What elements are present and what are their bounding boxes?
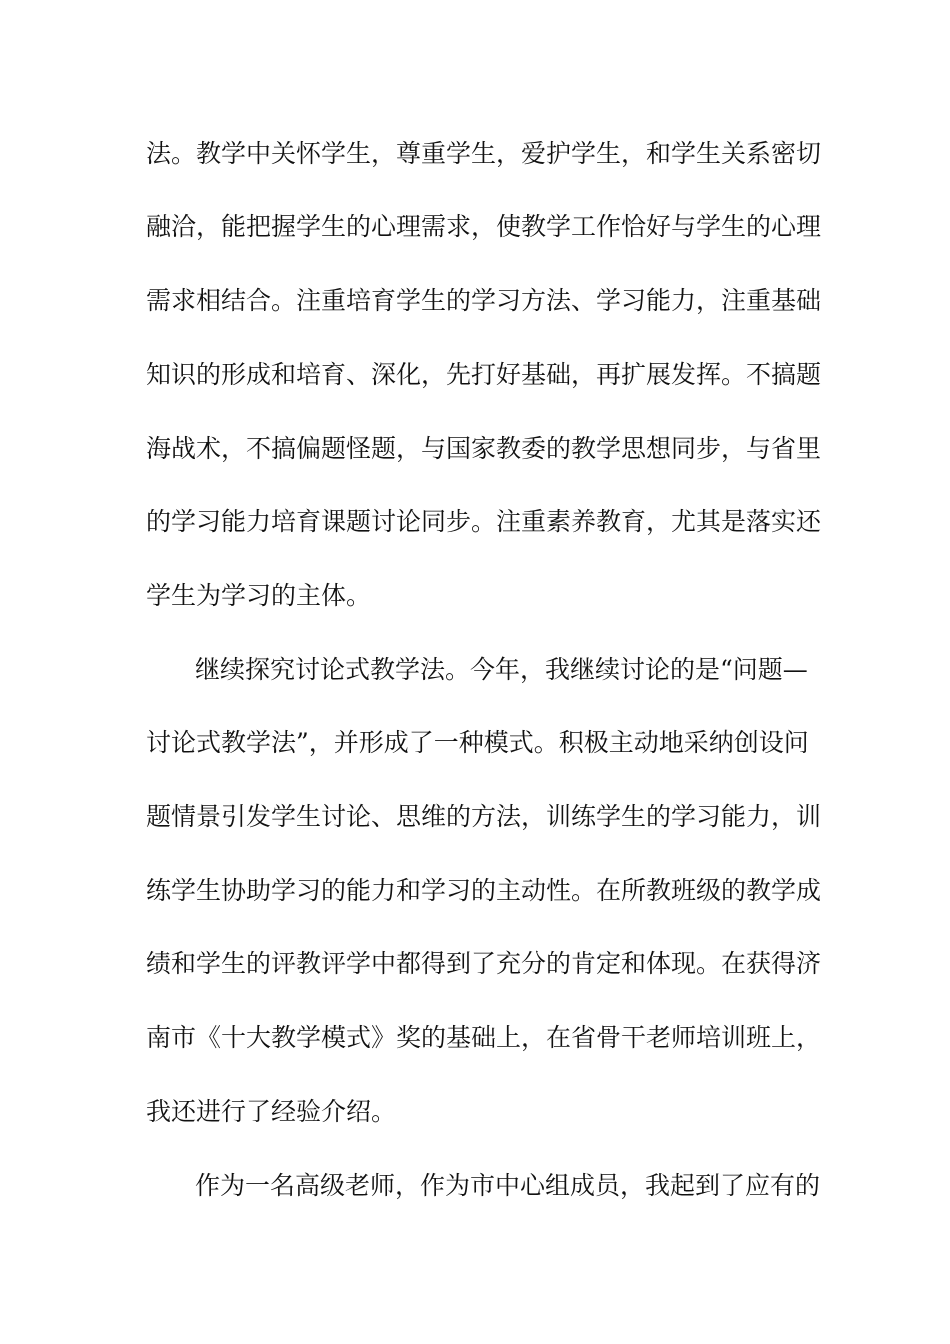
text-line: 知识的形成和培育、深化，先打好基础，再扩展发挥。不搞题 bbox=[146, 360, 822, 389]
text-line: 练学生协助学习的能力和学习的主动性。在所教班级的教学成 bbox=[146, 876, 822, 905]
paragraph-first-line: 继续探究讨论式教学法。今年，我继续讨论的是“问题— bbox=[195, 655, 808, 684]
text-line: 学生为学习的主体。 bbox=[146, 581, 372, 610]
text-line: 南市《十大教学模式》奖的基础上，在省骨干老师培训班上， bbox=[146, 1023, 822, 1052]
text-line: 需求相结合。注重培育学生的学习方法、学习能力，注重基础 bbox=[146, 286, 822, 315]
paragraph-first-line: 作为一名高级老师，作为市中心组成员，我起到了应有的 bbox=[195, 1171, 821, 1200]
text-line: 讨论式教学法”，并形成了一种模式。积极主动地采纳创设问 bbox=[146, 728, 809, 757]
text-line: 的学习能力培育课题讨论同步。注重素养教育，尤其是落实还 bbox=[146, 507, 822, 536]
text-line: 题情景引发学生讨论、思维的方法，训练学生的学习能力，训 bbox=[146, 802, 822, 831]
text-line: 绩和学生的评教评学中都得到了充分的肯定和体现。在获得济 bbox=[146, 949, 822, 978]
text-line: 我还进行了经验介绍。 bbox=[146, 1097, 397, 1126]
text-line: 法。教学中关怀学生，尊重学生，爱护学生，和学生关系密切 bbox=[146, 139, 822, 168]
text-line: 海战术，不搞偏题怪题，与国家教委的教学思想同步，与省里 bbox=[146, 434, 822, 463]
text-line: 融洽，能把握学生的心理需求，使教学工作恰好与学生的心理 bbox=[146, 212, 822, 241]
